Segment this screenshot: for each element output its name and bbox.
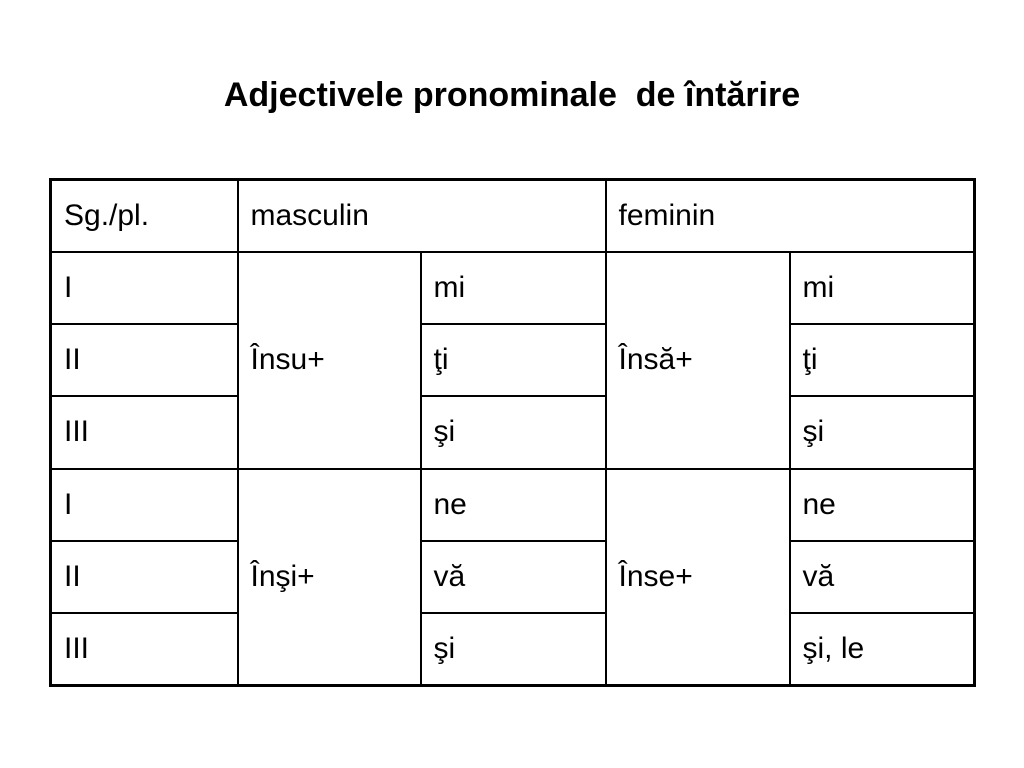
person-cell: I	[51, 252, 238, 324]
person-cell: II	[51, 541, 238, 613]
person-cell: II	[51, 324, 238, 396]
masc-base-cell: Înşi+	[238, 469, 421, 686]
header-sg-pl: Sg./pl.	[51, 180, 238, 253]
fem-ending-cell: ţi	[790, 324, 975, 396]
masc-ending-cell: şi	[421, 396, 606, 468]
header-masculin: masculin	[238, 180, 606, 253]
masc-ending-cell: şi	[421, 613, 606, 686]
table-row	[51, 541, 975, 613]
table-row	[51, 252, 975, 324]
table-row	[51, 396, 975, 468]
fem-ending-cell: şi	[790, 396, 975, 468]
masc-ending-cell: vă	[421, 541, 606, 613]
person-cell: I	[51, 469, 238, 541]
masc-base-cell: Însu+	[238, 252, 421, 468]
fem-ending-cell: mi	[790, 252, 975, 324]
pronoun-table	[49, 178, 976, 687]
masc-ending-cell: ţi	[421, 324, 606, 396]
fem-ending-cell: şi, le	[790, 613, 975, 686]
fem-ending-cell: vă	[790, 541, 975, 613]
table-row	[51, 613, 975, 686]
person-cell: III	[51, 613, 238, 686]
table-header-row	[51, 180, 975, 253]
masc-ending-cell: mi	[421, 252, 606, 324]
masc-ending-cell: ne	[421, 469, 606, 541]
fem-base-cell: Înse+	[606, 469, 790, 686]
fem-ending-cell: ne	[790, 469, 975, 541]
slide-title: Adjectivele pronominale de întărire	[223, 76, 801, 114]
person-cell: III	[51, 396, 238, 468]
fem-base-cell: Însă+	[606, 252, 790, 468]
header-feminin: feminin	[606, 180, 975, 253]
table-row	[51, 324, 975, 396]
table-row	[51, 469, 975, 541]
